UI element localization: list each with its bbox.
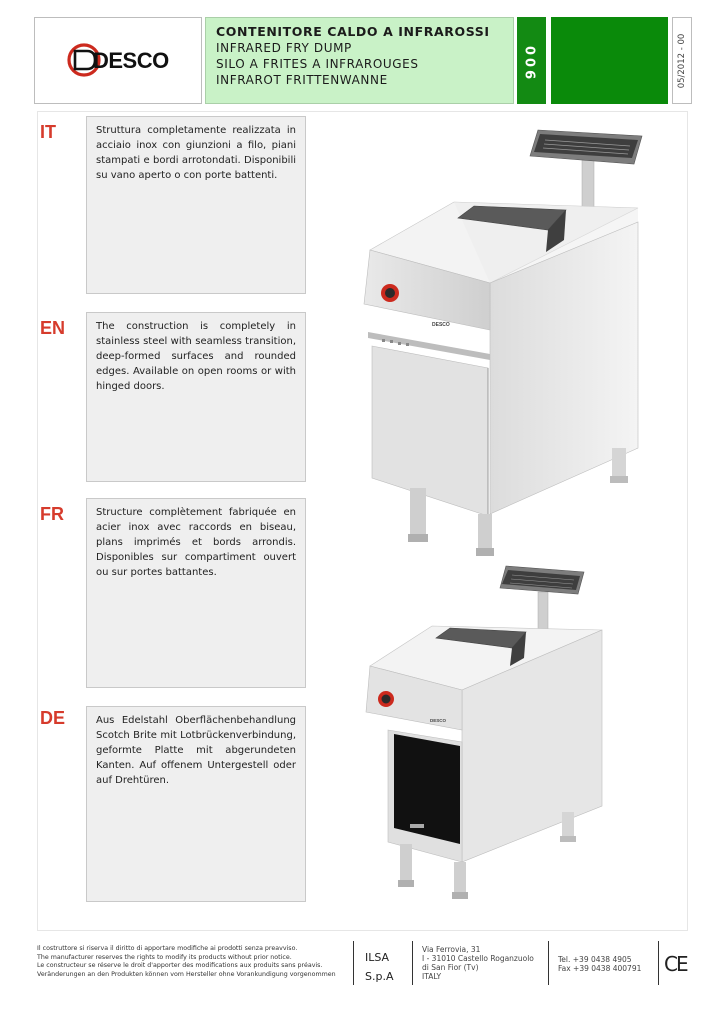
footer-divider [412,941,413,985]
company-contacts [558,955,641,973]
series-label: 900 [524,42,539,79]
desc-text-en: The construction is completely in stainless steel with seamless transition, deep-formed surfaces and rounded edges. Available on open rooms or with hinged doors. [96,321,296,392]
fry-dump-with-door-icon [350,118,670,558]
front-logo-bottom: DESCO [430,718,447,723]
front-logo-top: DESCO [432,322,450,328]
footer-divider [658,941,659,985]
title-box [205,17,514,104]
legal-notice-de: Veränderungen an den Produkten können vom Hersteller ohne Vorankundigung vorgenommen [37,970,336,978]
logo-box [34,17,202,104]
address-line: di San Fior (Tv) [422,963,479,972]
phone-line: Tel. +39 0438 4905 [558,955,632,964]
legal-notice-it: Il costruttore si riserva il diritto di apportare modifiche ai prodotti senza preavviso. [37,945,298,952]
company-name [365,948,393,986]
revision-label: 05/2012 - 00 [677,33,687,88]
brand-text: DESCO [93,48,169,73]
desc-box-fr [86,498,306,688]
title-de: INFRAROT FRITTENWANNE [216,73,388,87]
accent-block [551,17,668,104]
legal-notice [37,945,355,979]
fax-line: Fax +39 0438 400791 [558,964,642,973]
legal-notice-en: The manufacturer reserves the rights to modify its products without prior notice. [37,953,292,961]
desc-text-fr: Structure complètement fabriquée en acier inox avec raccords en biseau, plans imprimés et bords arrondis. Disponibles sur compartiment ouvert ou sur portes battantes. [96,507,296,578]
address-line: ITALY [422,972,442,981]
lang-label-fr: FR [40,504,64,524]
footer-divider [353,941,354,985]
ce-mark-icon: CE [664,952,687,976]
fry-dump-open-base-icon [362,562,612,902]
company-line-2: S.p.A [365,970,394,983]
lang-label-it: IT [40,122,56,142]
lang-label-de: DE [40,708,66,728]
address-line: I - 31010 Castello Roganzuolo [422,954,534,963]
title-fr: SILO A FRITES A INFRAROUGES [216,57,419,71]
desc-text-de: Aus Edelstahl Oberflächenbehandlung Scotch Brite mit Lotbrückenverbindung, geformte Platte mit abgerundeten Kanten. Auf offenem Untergestell oder auf Drehtüren. [96,715,296,786]
legal-notice-fr: Le constructeur se réserve le droit d'apporter des modifications aux produits sans préavis. [37,962,323,969]
lang-label-en: EN [40,318,66,338]
desc-box-en [86,312,306,482]
desc-box-it [86,116,306,294]
revision-box [672,17,692,104]
desc-text-it: Struttura completamente realizzata in acciaio inox con giunzioni a filo, piani stampati e bordi arrotondati. Disponibili su vano aperto o con porte battenti. [96,125,296,181]
desc-box-de [86,706,306,902]
desco-logo [35,18,203,105]
title-it: CONTENITORE CALDO A INFRAROSSI [216,24,490,39]
address-line: Via Ferrovia, 31 [422,945,481,954]
series-badge [517,17,546,104]
company-address [422,945,534,981]
footer-divider [548,941,549,985]
title-en: INFRARED FRY DUMP [216,41,352,55]
company-line-1: ILSA [365,951,390,964]
